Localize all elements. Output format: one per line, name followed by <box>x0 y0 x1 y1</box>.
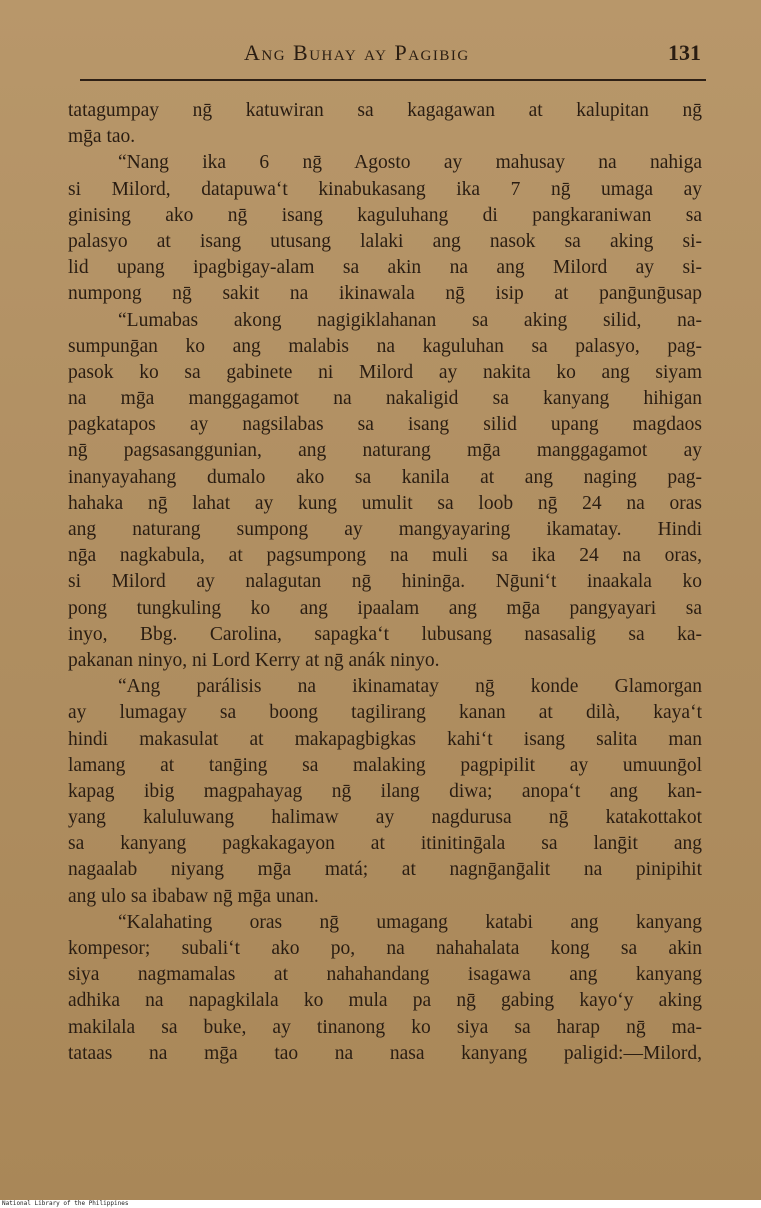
text-line: si Milord ay nalagutan nḡ hininḡa. Nḡuni‘t inaakala ko <box>68 571 702 593</box>
text-line: inanyayahang dumalo ako sa kanila at ang naging pag- <box>68 466 702 488</box>
text-line: nḡ pagsasanggunian, ang naturang mḡa manggagamot ay <box>68 440 702 462</box>
text-line: palasyo at isang utusang lalaki ang nasok sa aking si- <box>68 230 702 252</box>
text-line: tataas na mḡa tao na nasa kanyang paligid:—Milord, <box>68 1042 702 1064</box>
page-header <box>230 40 705 72</box>
page-number: 131 <box>668 40 701 65</box>
text-line: na mḡa manggagamot na nakaligid sa kanyang hihigan <box>68 388 702 410</box>
text-line: adhika na napagkilala ko mula pa nḡ gabing kayo‘y aking <box>68 990 702 1012</box>
text-line: si Milord, datapuwa‘t kinabukasang ika 7 nḡ umaga ay <box>68 178 702 200</box>
text-line: ginising ako nḡ isang kaguluhang di pangkaraniwan sa <box>68 204 702 226</box>
text-line: ang naturang sumpong ay mangyayaring ikamatay. Hindi <box>68 519 702 540</box>
text-line: inyo, Bbg. Carolina, sapagka‘t lubusang nasasalig sa ka- <box>68 623 702 645</box>
text-line: yang kaluluwang halimaw ay nagdurusa nḡ katakottakot <box>68 807 702 829</box>
text-line: siya nagmamalas at nahahandang isagawa ang kanyang <box>68 964 702 986</box>
text-line: “Ang parálisis na ikinamatay nḡ konde Glamorgan <box>118 676 702 698</box>
text-line: kapag ibig magpahayag nḡ ilang diwa; anopa‘t ang kan- <box>68 780 702 802</box>
text-line: numpong nḡ sakit na ikinawala nḡ isip at panḡunḡusap <box>68 283 702 305</box>
text-line: kompesor; subali‘t ako po, na nahahalata kong sa akin <box>68 938 702 959</box>
text-line: hindi makasulat at makapagbigkas kahi‘t isang salita man <box>68 728 702 750</box>
body-text <box>68 98 702 1067</box>
text-line: lid upang ipagbigay-alam sa akin na ang Milord ay si- <box>68 257 702 279</box>
text-line: “Nang ika 6 nḡ Agosto ay mahusay na nahiga <box>118 152 702 174</box>
text-line: pakanan ninyo, ni Lord Kerry at nḡ anák ninyo. <box>68 649 440 671</box>
text-line: makilala sa buke, ay tinanong ko siya sa harap nḡ ma- <box>68 1016 702 1038</box>
text-line: hahaka nḡ lahat ay kung umulit sa loob nḡ 24 na oras <box>68 492 702 514</box>
header-rule <box>80 79 706 81</box>
text-line: sa kanyang pagkakagayon at itinitinḡala sa lanḡit ang <box>68 833 702 855</box>
library-credit: National Library of the Philippines <box>2 1200 129 1207</box>
text-line: nagaalab niyang mḡa matá; at nagnḡanḡalit na pinipihit <box>68 859 702 881</box>
text-line: pagkatapos ay nagsilabas sa isang silid upang magdaos <box>68 414 702 436</box>
text-line: “Kalahating oras nḡ umagang katabi ang kanyang <box>118 911 702 933</box>
text-line: pong tungkuling ko ang ipaalam ang mḡa pangyayari sa <box>68 597 702 619</box>
text-line: sumpunḡan ko ang malabis na kaguluhan sa palasyo, pag- <box>68 335 702 357</box>
text-line: mḡa tao. <box>68 126 136 148</box>
running-title: Ang Buhay ay Pagibig <box>244 40 470 65</box>
text-line: ang ulo sa ibabaw nḡ mḡa unan. <box>68 885 319 907</box>
text-line: tatagumpay nḡ katuwiran sa kagagawan at kalupitan nḡ <box>68 100 702 121</box>
text-line: ay lumagay sa boong tagilirang kanan at dilà, kaya‘t <box>68 702 702 724</box>
text-line: nḡa nagkabula, at pagsumpong na muli sa ika 24 na oras, <box>68 545 702 567</box>
text-line: “Lumabas akong nagigiklahanan sa aking silid, na- <box>118 309 702 331</box>
text-line: lamang at tanḡing sa malaking pagpipilit ay umuunḡol <box>68 754 702 776</box>
text-line: pasok ko sa gabinete ni Milord ay nakita ko ang siyam <box>68 361 702 383</box>
